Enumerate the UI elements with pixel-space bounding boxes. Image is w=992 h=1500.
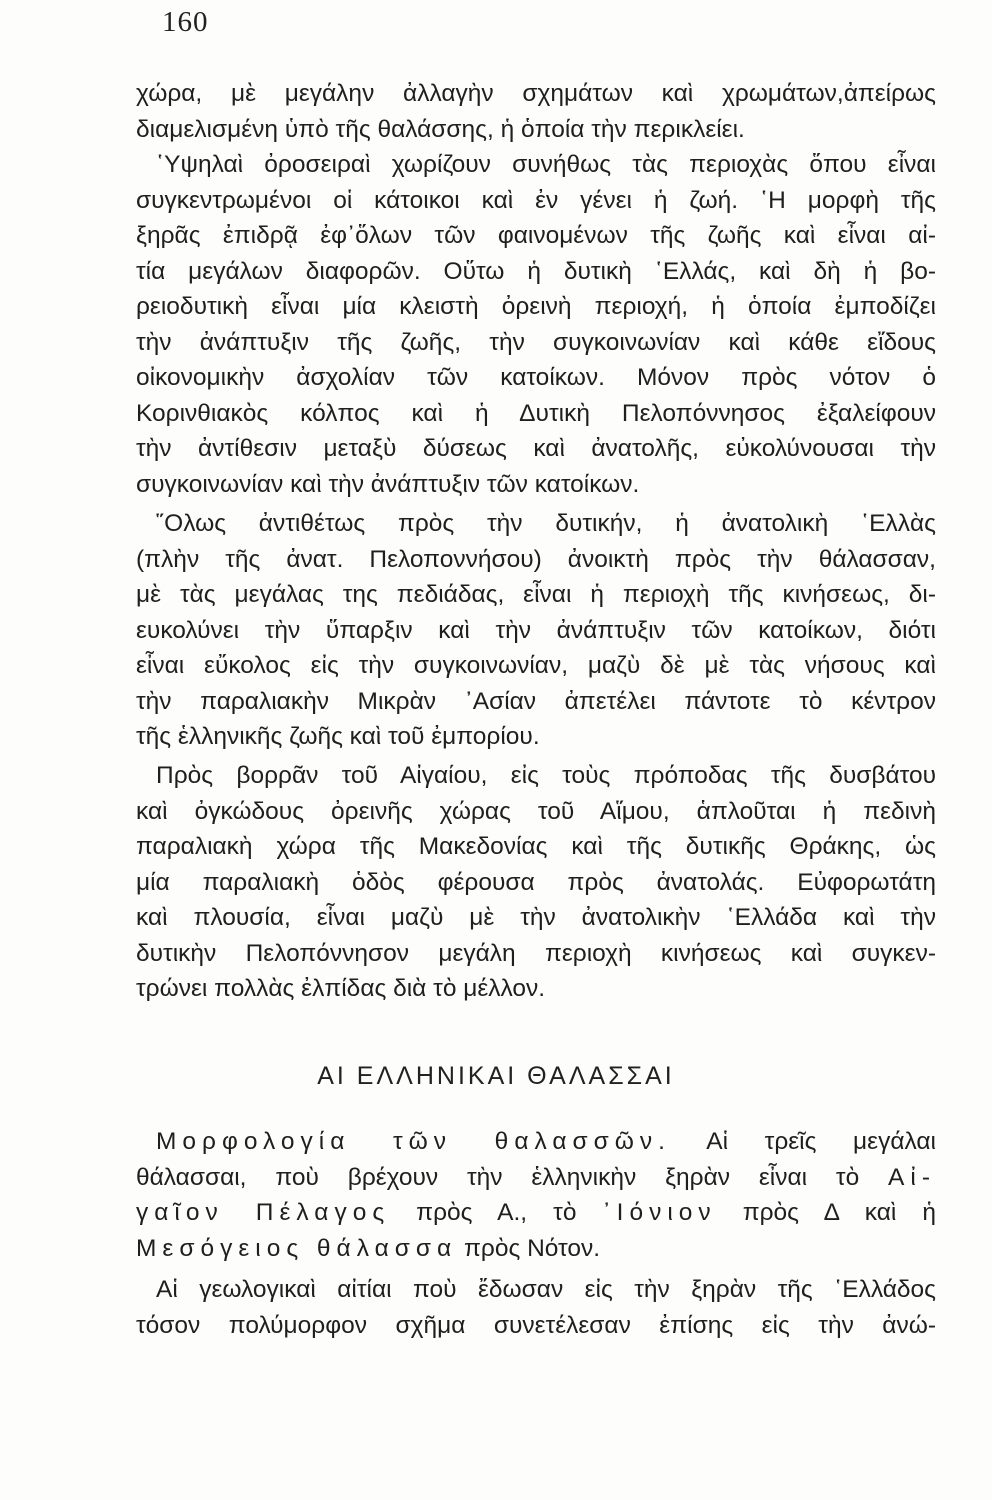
paragraph-6 <box>136 1272 936 1343</box>
text-line: ξηρᾶς ἐπιδρᾷ ἐφ᾽ὅλων τῶν φαινομένων τῆς ζωῆς καὶ εἶναι αἰ- <box>136 222 936 249</box>
text-line: τία μεγάλων διαφορῶν. Οὕτω ἡ δυτικὴ ῾Ελλάς, καὶ δὴ ἡ βο- <box>136 257 936 285</box>
text-line <box>136 1124 936 1160</box>
text-line: τρώνει πολλὰς ἐλπίδας διὰ τὸ μέλλον. <box>136 975 546 1002</box>
paragraph-4 <box>136 758 936 1007</box>
text-run: πρὸς Α., τὸ <box>390 1199 603 1226</box>
text-run: πρὸς Νότον. <box>457 1234 601 1262</box>
emphasis-term: Μορφολογία τῶν θαλασσῶν. <box>156 1128 671 1155</box>
text-line: συγκεντρωμένοι οἱ κάτοικοι καὶ ἐν γένει ἡ ζωή. ῾Η μορφὴ τῆς <box>136 186 936 214</box>
text-run: θάλασσαι, ποὺ βρέχουν τὴν ἑλληνικὴν ξηρὰν εἶναι τὸ <box>136 1163 889 1191</box>
text-line: ῞Ολως ἀντιθέτως πρὸς τὴν δυτικήν, ἡ ἀνατολικὴ ῾Ελλὰς <box>156 510 936 537</box>
paragraph-1 <box>136 76 936 147</box>
text-line: (πλὴν τῆς ἀνατ. Πελοποννήσου) ἀνοικτὴ πρὸς τὴν θάλασσαν, <box>136 545 936 573</box>
text-line: ρειοδυτικὴ εἶναι μία κλειστὴ ὀρεινὴ περιοχή, ἡ ὁποία ἐμποδίζει <box>136 293 936 320</box>
paragraph-2 <box>136 147 936 502</box>
text-run: πρὸς Δ καὶ ἡ <box>716 1199 936 1226</box>
emphasis-term: γαῖον Πέλαγος <box>136 1199 391 1226</box>
text-run: Αἱ τρεῖς μεγάλαι <box>670 1128 936 1155</box>
paragraph-3 <box>136 506 936 755</box>
emphasis-term: ᾽Ιόνιον <box>602 1199 717 1226</box>
text-line: ευκολύνει τὴν ὕπαρξιν καὶ τὴν ἀνάπτυξιν τῶν κατοίκων, διότι <box>136 616 936 644</box>
text-line: Κορινθιακὸς κόλπος καὶ ἡ Δυτικὴ Πελοπόννησος ἐξαλείφουν <box>136 399 936 427</box>
text-line: Πρὸς βορρᾶν τοῦ Αἰγαίου, εἰς τοὺς πρόποδας τῆς δυσβάτου <box>156 762 936 789</box>
text-line: εἶναι εὔκολος εἰς τὴν συγκοινωνίαν, μαζὺ δὲ μὲ τὰς νήσους καὶ <box>136 652 936 679</box>
text-line: καὶ πλουσία, εἶναι μαζὺ μὲ τὴν ἀνατολικὴν ῾Ελλάδα καὶ τὴν <box>136 904 936 931</box>
text-line: ῾Υψηλαὶ ὀροσειραὶ χωρίζουν συνήθως τὰς περιοχὰς ὅπου εἶναι <box>156 151 936 178</box>
section-heading: ΑΙ ΕΛΛΗΝΙΚΑΙ ΘΑΛΑΣΣΑΙ <box>317 1062 675 1090</box>
text-line: δυτικὴν Πελοπόννησον μεγάλη περιοχὴ κινήσεως καὶ συγκεν- <box>136 939 936 967</box>
paragraph-5 <box>136 1124 936 1266</box>
text-line <box>136 1160 936 1196</box>
text-line: καὶ ὀγκώδους ὀρεινῆς χώρας τοῦ Αἵμου, ἁπλοῦται ἡ πεδινὴ <box>136 797 936 825</box>
text-line: Αἱ γεωλογικαὶ αἰτίαι ποὺ ἔδωσαν εἰς τὴν ξηρὰν τῆς ῾Ελλάδος <box>156 1276 936 1303</box>
text-line: μία παραλιακὴ ὁδὸς φέρουσα πρὸς ἀνατολάς. Εὐφορωτάτη <box>136 868 936 896</box>
text-line: τῆς ἑλληνικῆς ζωῆς καὶ τοῦ ἐμπορίου. <box>136 723 540 750</box>
text-line: συγκοινωνίαν καὶ τὴν ἀνάπτυξιν τῶν κατοίκων. <box>136 470 640 498</box>
text-line: τὴν παραλιακὴν Μικρὰν ᾽Ασίαν ἀπετέλει πάντοτε τὸ κέντρον <box>136 687 936 715</box>
emphasis-term: Αἰ- <box>888 1163 936 1191</box>
text-line: χώρα, μὲ μεγάλην ἀλλαγὴν σχημάτων καὶ χρωμάτων,ἀπείρως <box>136 80 936 107</box>
text-line: μὲ τὰς μεγάλας της πεδιάδας, εἶναι ἡ περιοχὴ τῆς κινήσεως, δι- <box>136 581 936 608</box>
emphasis-term: Μεσόγειος θάλασσα <box>136 1234 458 1262</box>
text-line: οἰκονομικὴν ἀσχολίαν τῶν κατοίκων. Μόνον πρὸς νότον ὁ <box>136 364 936 391</box>
text-line <box>136 1195 936 1231</box>
text-line: τὴν ἀντίθεσιν μεταξὺ δύσεως καὶ ἀνατολῆς, εὐκολύνουσαι τὴν <box>136 435 936 462</box>
text-line: τόσον πολύμορφον σχῆμα συνετέλεσαν ἐπίσης εἰς τὴν ἀνώ- <box>136 1311 936 1339</box>
text-line: διαμελισμένη ὑπὸ τῆς θαλάσσης, ἡ ὁποία τὴν περικλείει. <box>136 115 745 143</box>
text-line: παραλιακὴ χώρα τῆς Μακεδονίας καὶ τῆς δυτικῆς Θράκης, ὡς <box>136 833 936 860</box>
text-line <box>136 1231 936 1267</box>
text-line: τὴν ἀνάπτυξιν τῆς ζωῆς, τὴν συγκοινωνίαν καὶ κάθε εἴδους <box>136 328 936 356</box>
page-number: 160 <box>162 6 209 38</box>
